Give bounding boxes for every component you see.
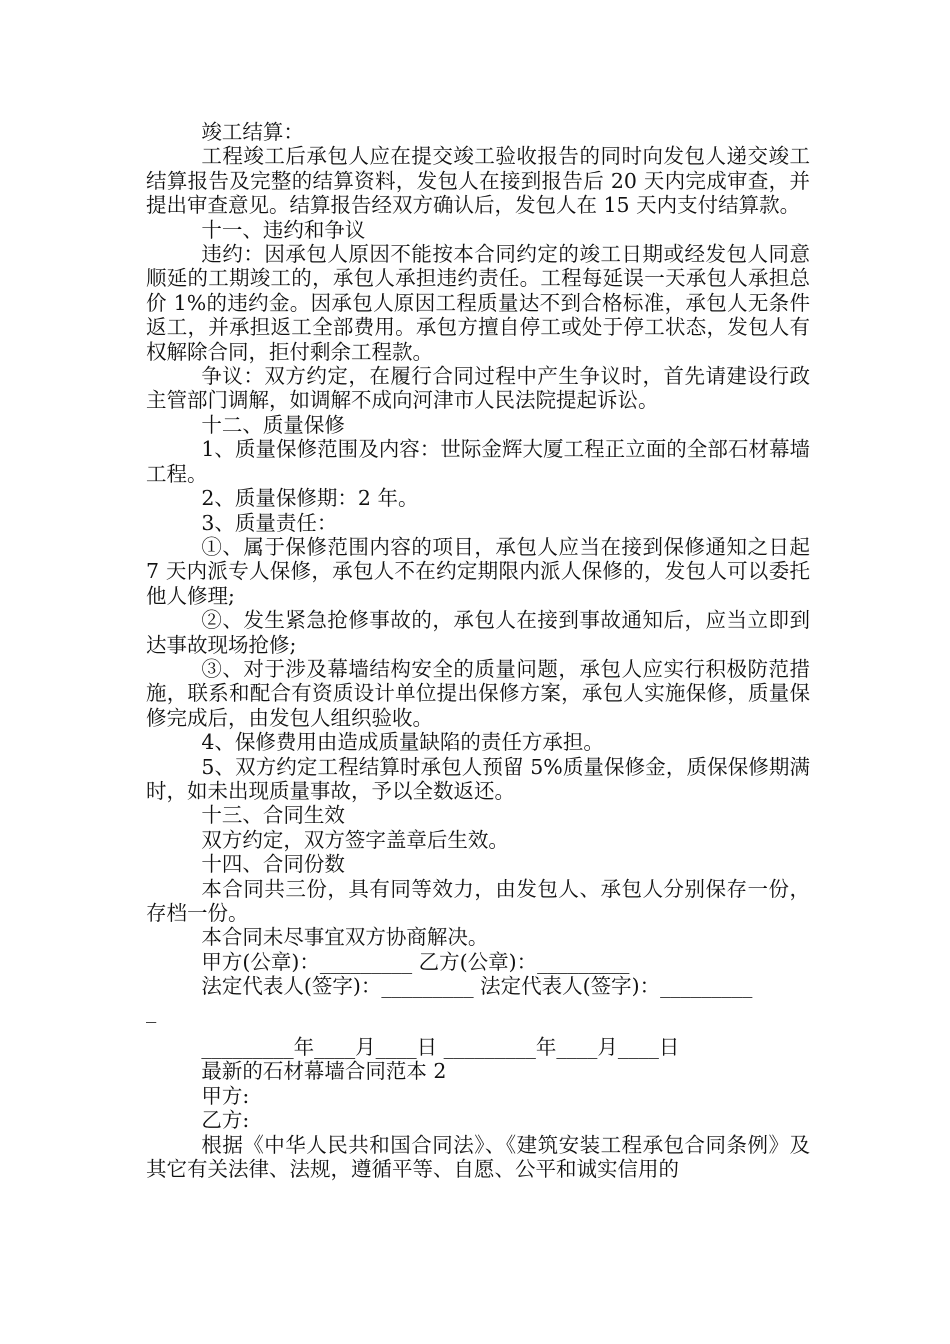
paragraph-retention: 5、双方约定工程结算时承包人预留 5%质量保修金，质保保修期满时，如未出现质量事故，予以全数返还。 xyxy=(146,754,810,803)
section-title-2: 最新的石材幕墙合同范本 2 xyxy=(201,1059,447,1084)
paragraph-warranty-period: 2、质量保修期：2 年。 xyxy=(201,486,419,511)
paragraph-intro: 根据《中华人民共和国合同法》、《建筑安装工程承包合同条例》及其它有关法律、法规，遵循平等、自愿、公平和诚实信用的 xyxy=(146,1132,810,1182)
party-a-label: 甲方: xyxy=(201,1083,250,1108)
paragraph-duty-1: ①、属于保修范围内容的项目，承包人应当在接到保修通知之日起 7 天内派专人保修，承包人不在约定期限内派人保修的，发包人可以委托他人修理; xyxy=(146,534,810,608)
section-heading-13: 十三、合同生效 xyxy=(201,803,345,828)
date-line: _________年____月____日 _________年____月____日 xyxy=(201,1035,680,1060)
paragraph-settlement: 工程竣工后承包人应在提交竣工验收报告的同时向发包人递交竣工结算报告及完整的结算资料，发包人在接到报告后 20 天内完成审查，并提出审查意见。结算报告经双方确认后，发包人在 15 天内支付结算款。 xyxy=(146,144,810,218)
party-b-label: 乙方: xyxy=(201,1108,250,1133)
section-heading-12: 十二、质量保修 xyxy=(201,412,345,437)
section-heading-14: 十四、合同份数 xyxy=(201,852,345,877)
paragraph-dispute: 争议：双方约定，在履行合同过程中产生争议时，首先请建设行政主管部门调解，如调解不成向河津市人民法院提起诉讼。 xyxy=(146,364,810,413)
document-page xyxy=(146,120,810,1181)
paragraph-quality-duty: 3、质量责任： xyxy=(201,510,338,535)
paragraph-effect: 双方约定，双方签字盖章后生效。 xyxy=(201,827,509,852)
signature-seal-line: 甲方(公章)：_________ 乙方(公章)：_________ xyxy=(201,949,630,974)
paragraph-duty-3: ③、对于涉及幕墙结构安全的质量问题，承包人应实行积极防范措施，联系和配合有资质设计单位提出保修方案，承包人实施保修，质量保修完成后，由发包人组织验收。 xyxy=(146,656,810,730)
paragraph-duty-2: ②、发生紧急抢修事故的，承包人在接到事故通知后，应当立即到达事故现场抢修; xyxy=(146,608,810,657)
signature-rep-overflow: _ xyxy=(146,998,157,1023)
paragraph-copies: 本合同共三份，具有同等效力，由发包人、承包人分别保存一份，存档一份。 xyxy=(146,876,810,925)
paragraph-warranty-scope: 1、质量保修范围及内容：世际金辉大厦工程正立面的全部石材幕墙工程。 xyxy=(146,437,810,486)
paragraph-warranty-cost: 4、保修费用由造成质量缺陷的责任方承担。 xyxy=(201,730,604,755)
paragraph-breach: 违约：因承包人原因不能按本合同约定的竣工日期或经发包人同意顺延的工期竣工的，承包人承担违约责任。工程每延误一天承包人承担总价 1%的违约金。因承包人原因工程质量达不到合格标准，承包人无条件返工，并承担返工全部费用。承包方擅自停工或处于停工状态，发包人有权解除合同，拒付剩余工程款。 xyxy=(146,242,810,364)
heading-settlement: 竣工结算： xyxy=(201,120,304,144)
signature-rep-line: 法定代表人(签字)：_________ 法定代表人(签字)：_________ xyxy=(201,974,753,999)
paragraph-unresolved: 本合同未尽事宜双方协商解决。 xyxy=(201,925,489,950)
section-heading-11: 十一、违约和争议 xyxy=(201,217,366,242)
